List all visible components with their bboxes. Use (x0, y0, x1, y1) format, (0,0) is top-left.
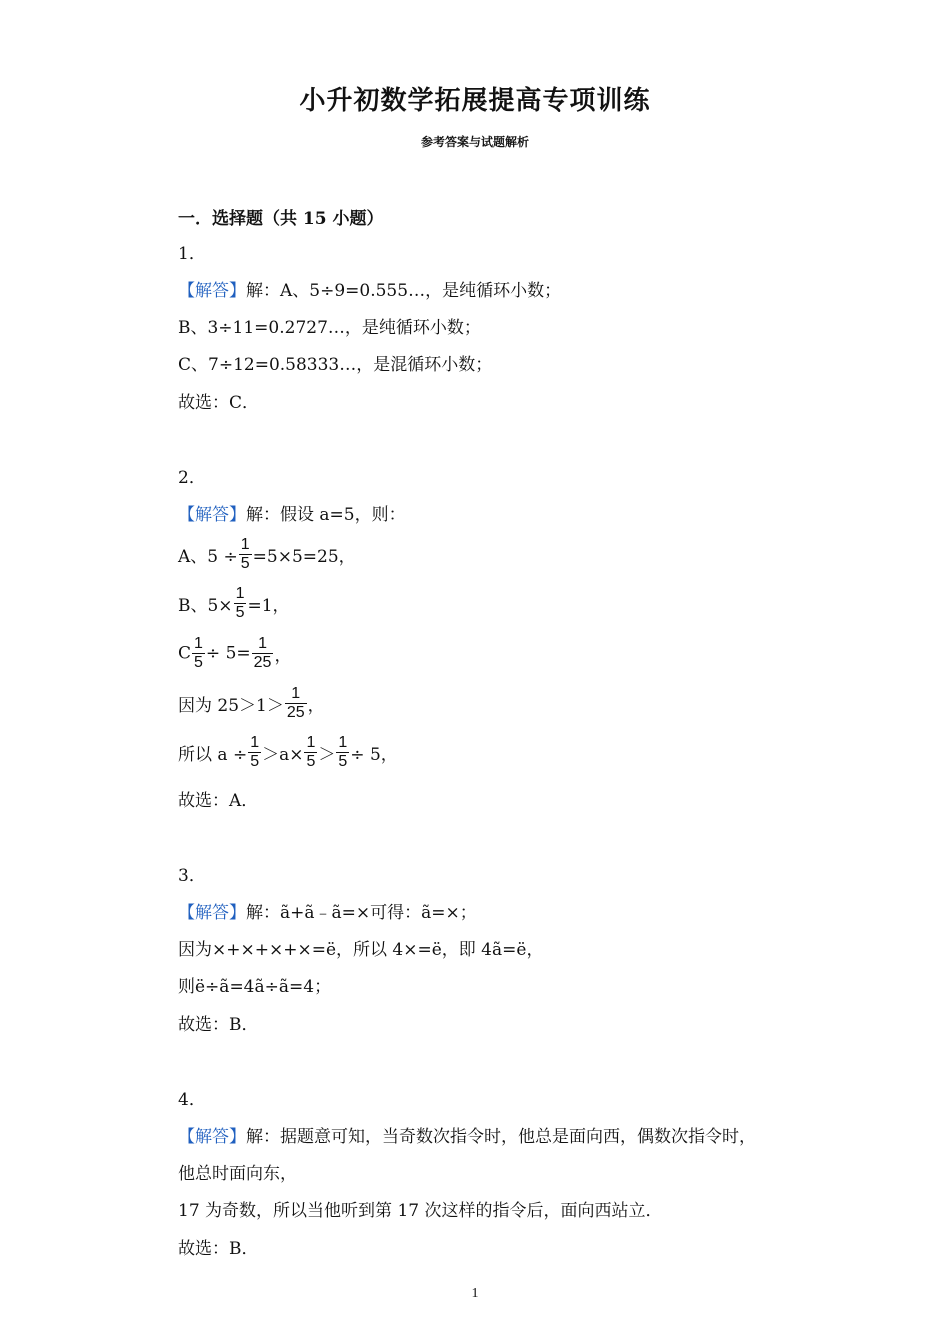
fraction-one-fifth (192, 635, 205, 672)
question-4-answer: 故选：B． (178, 1239, 259, 1259)
q2-e-mid1: ＞a× (262, 745, 304, 765)
question-1-number: 1． (178, 244, 206, 264)
numerator: 1 (252, 635, 274, 654)
fraction-one-fifth (336, 734, 349, 771)
question-2-line-d (178, 685, 325, 722)
question-4-line-2: 他总时面向东， (178, 1164, 297, 1184)
numerator: 1 (194, 635, 203, 652)
question-4-line-1 (178, 1125, 756, 1149)
question-2-line-a (178, 536, 356, 573)
denominator: 5 (306, 753, 316, 770)
question-3-line-1 (178, 901, 477, 925)
question-2-line-e (178, 734, 398, 771)
q2-a-post: =5×5=25， (252, 547, 356, 567)
q2-b-pre: B、5× (178, 596, 233, 616)
question-3-line-2: 因为×+×+×+×=ë，所以 4×=ë，即 4ã=ë， (178, 940, 544, 960)
answer-tag: 【解答】 (178, 281, 246, 301)
page-title: 小升初数学拓展提高专项训练 (299, 86, 651, 116)
answer-tag: 【解答】 (178, 505, 246, 525)
question-2-answer: 故选：A． (178, 791, 259, 811)
denominator: 25 (253, 654, 272, 671)
question-2-line-b (178, 585, 290, 622)
question-1-answer: 故选：C． (178, 393, 260, 413)
denominator: 5 (250, 753, 260, 770)
numerator: 1 (285, 685, 307, 704)
question-1-line-3: C、7÷12=0.58333…，是混循环小数； (178, 355, 493, 375)
answer-tag: 【解答】 (178, 903, 246, 923)
denominator: 25 (286, 704, 305, 721)
fraction-one-fifth (234, 585, 247, 622)
answer-tag: 【解答】 (178, 1127, 246, 1147)
question-4-line-3: 17 为奇数，所以当他听到第 17 次这样的指令后，面向西站立． (178, 1201, 663, 1221)
q2-text-1: 解：假设 a=5，则： (246, 505, 406, 525)
question-2-number: 2． (178, 468, 206, 488)
denominator: 5 (194, 654, 203, 671)
q2-a-pre: A、5 ÷ (178, 547, 238, 567)
q2-d-post: ， (307, 696, 325, 716)
fraction-one-fifth (248, 734, 261, 771)
q2-c-post: ， (274, 646, 292, 666)
question-3-line-3: 则ë÷ã=4ã÷ã=4； (178, 977, 332, 997)
q3-text-1: 解：ã+ã﹣ã=×可得：ã=×； (246, 903, 477, 923)
question-3-number: 3． (178, 866, 206, 886)
fraction-one-twentyfifth (252, 635, 274, 672)
question-4-number: 4． (178, 1090, 206, 1110)
question-2-line-1 (178, 503, 406, 527)
question-1-line-1 (178, 279, 561, 303)
q2-e-mid2: ＞ (318, 745, 336, 765)
q2-c-pre: C (178, 643, 192, 664)
fraction-one-fifth (304, 734, 317, 771)
q2-e-post: ÷ 5， (350, 745, 398, 765)
section-heading: 一．选择题（共 15 小题） (178, 209, 384, 229)
q1-text-1: 解：A、5÷9=0.555…，是纯循环小数； (246, 281, 562, 301)
q2-b-post: =1， (247, 596, 290, 616)
question-1-line-2: B、3÷11=0.2727…，是纯循环小数； (178, 318, 481, 338)
denominator: 5 (235, 604, 245, 621)
numerator: 1 (306, 734, 316, 751)
denominator: 5 (338, 753, 348, 770)
question-2-line-c (178, 635, 291, 672)
question-3-answer: 故选：B． (178, 1015, 259, 1035)
numerator: 1 (250, 734, 260, 751)
numerator: 1 (235, 585, 245, 602)
fraction-one-fifth (239, 536, 252, 573)
page-subtitle: 参考答案与试题解析 (420, 135, 529, 149)
page-number: 1 (471, 1286, 479, 1301)
q2-d-pre: 因为 25＞1＞ (178, 696, 284, 716)
fraction-one-twentyfifth (285, 685, 307, 722)
q4-text-1: 解：据题意可知，当奇数次指令时，他总是面向西，偶数次指令时， (246, 1127, 756, 1147)
numerator: 1 (240, 536, 250, 553)
q2-e-pre: 所以 a ÷ (178, 745, 248, 765)
numerator: 1 (338, 734, 348, 751)
q2-c-mid: ÷ 5= (205, 643, 251, 664)
denominator: 5 (240, 555, 250, 572)
